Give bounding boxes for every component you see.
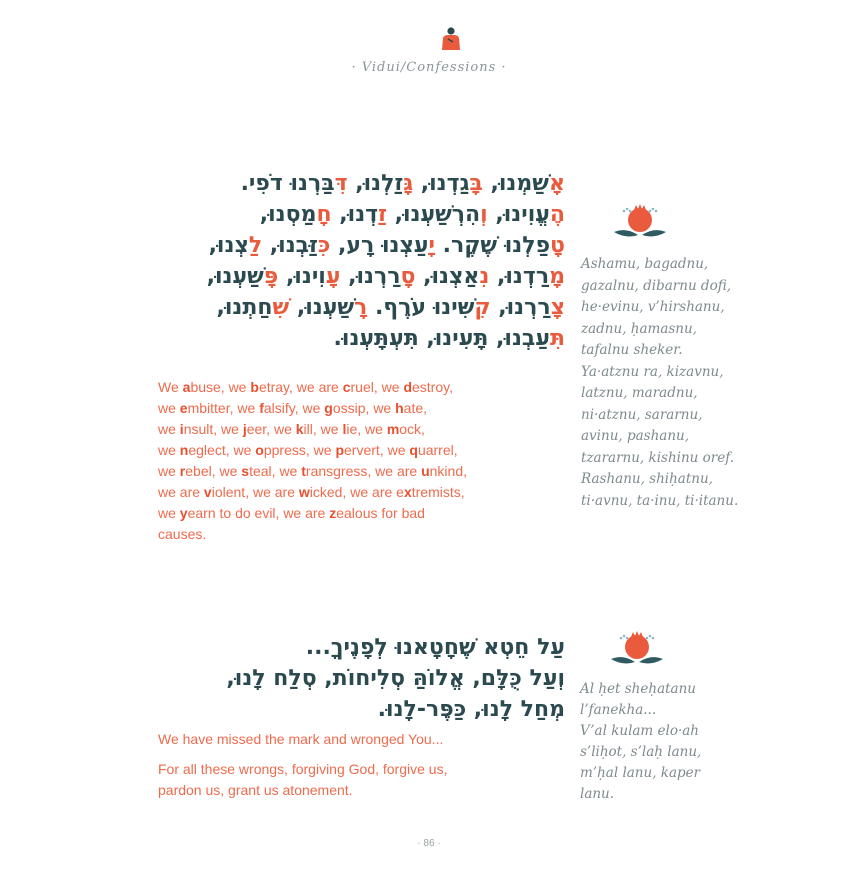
- pomegranate-icon: [610, 203, 670, 243]
- transliteration-line: zadnu, ḥamasnu,: [581, 320, 697, 337]
- transliteration-line: s’liḥot, s’laḥ lanu,: [580, 744, 702, 760]
- hebrew-line: מָרַדְנוּ, נִאַצְנוּ, סָרַרְנוּ, עָוִינוּ, פָּשַׁעְנוּ,: [206, 264, 565, 289]
- hebrew-line: תִּעַבְנוּ, תָּעִינוּ, תִּעְתָּעְנוּ.: [333, 326, 565, 351]
- english-line: we rebel, we steal, we transgress, we are unkind,: [158, 463, 467, 479]
- transliteration-line: Ashamu, bagadnu,: [581, 256, 709, 272]
- transliteration-line: Ya·atznu ra, kizavnu,: [581, 363, 724, 380]
- hebrew-line: טָפַלְנוּ שֶׁקֶר. יָעַצְנוּ רָע, כִּזַּבְנוּ, לַצְנוּ,: [208, 233, 565, 258]
- transliteration-line: Rashanu, shiḥatnu,: [581, 471, 713, 487]
- pomegranate-icon: [607, 630, 667, 670]
- hebrew-line: מְחַל לָנוּ, כַּפֶּר-לָנוּ.: [377, 697, 565, 722]
- page-number: · 86 ·: [417, 838, 441, 849]
- transliteration-line: Al ḥet sheḥatanu: [580, 681, 696, 697]
- english-line: We abuse, we betray, we are cruel, we destroy,: [158, 379, 453, 395]
- hebrew-line: אָשַׁמְנוּ, בָּגַדְנוּ, גָּזַלְנוּ, דִּבַּרְנוּ דֹפִי.: [240, 171, 565, 196]
- transliteration-text-2: [580, 679, 701, 805]
- transliteration-line: latznu, maradnu,: [581, 385, 698, 401]
- section-title: · Vidui/Confessions ·: [351, 60, 507, 75]
- transliteration-line: ni·atznu, sararnu,: [581, 406, 703, 423]
- english-translation: [158, 377, 467, 545]
- english-line: we neglect, we oppress, we pervert, we quarrel,: [158, 442, 458, 458]
- english-line: we are violent, we are wicked, we are extremists,: [158, 484, 465, 500]
- transliteration-line: l’fanekha...: [580, 702, 657, 718]
- transliteration-line: gazalnu, dibarnu dofi,: [581, 277, 731, 294]
- hebrew-line: הֶעֱוִינוּ, וְהִרְשַׁעְנוּ, זַדְנוּ, חָמַסְנוּ,: [259, 202, 565, 227]
- english-line: causes.: [158, 526, 207, 542]
- hebrew-line: עַל חֵטְא שֶׁחָטָאנוּ לְפָנֶיךָ...: [305, 635, 565, 660]
- hebrew-line: צָרַרְנוּ, קִשִּׁינוּ עֹרֶף. רָשַׁעְנוּ, שִׁחַתְנוּ,: [216, 295, 565, 320]
- english-line: We have missed the mark and wronged You...: [158, 731, 444, 747]
- english-line: pardon us, grant us atonement.: [158, 782, 353, 798]
- english-line: we insult, we jeer, we kill, we lie, we mock,: [158, 421, 425, 437]
- transliteration-line: V’al kulam elo·ah: [580, 723, 699, 739]
- english-line: we yearn to do evil, we are zealous for bad: [158, 505, 425, 521]
- english-line: we embitter, we falsify, we gossip, we hate,: [158, 400, 428, 416]
- transliteration-line: he·evinu, v’hirshanu,: [581, 299, 725, 315]
- transliteration-line: ti·avnu, ta·inu, ti·itanu.: [581, 492, 739, 509]
- hebrew-line: וְעַל כֻּלָּם, אֱלוֹהַּ סְלִיחוֹת, סְלַח לָנוּ,: [226, 666, 565, 691]
- transliteration-line: tafalnu sheker.: [581, 342, 683, 358]
- transliteration-text: [581, 254, 738, 512]
- transliteration-line: m’ḥal lanu, kaper: [580, 765, 701, 781]
- english-line: For all these wrongs, forgiving God, forgive us,: [158, 761, 448, 777]
- transliteration-line: tzararnu, kishinu oref.: [581, 449, 735, 466]
- transliteration-line: avinu, pashanu,: [581, 428, 690, 444]
- figure-beating-chest-icon: [438, 26, 464, 50]
- hebrew-confession-text: [145, 168, 565, 354]
- transliteration-line: lanu.: [580, 786, 615, 802]
- english-translation-2: [158, 729, 447, 801]
- hebrew-al-het-text: [145, 632, 565, 725]
